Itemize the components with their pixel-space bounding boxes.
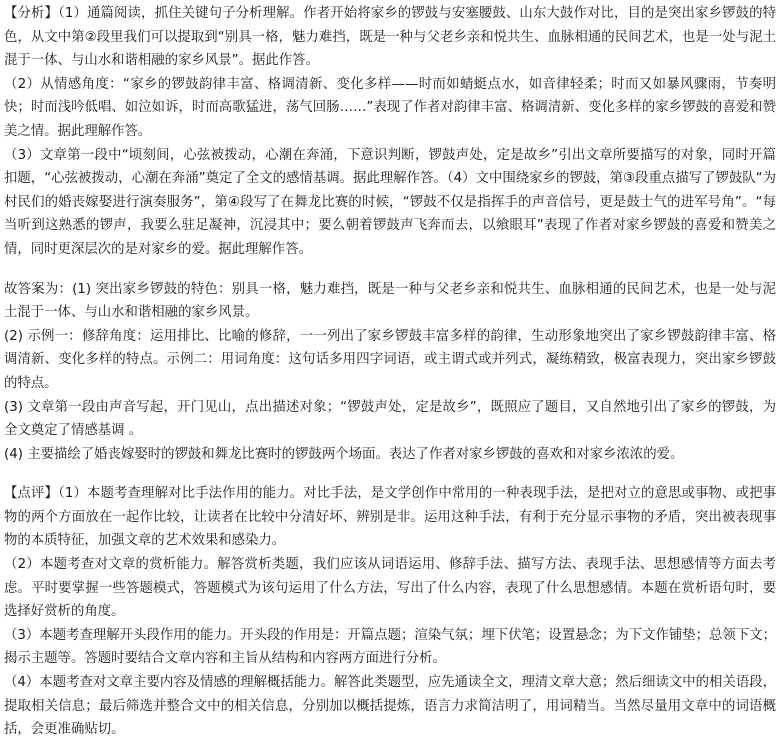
comment-section — [4, 482, 776, 742]
comment-paragraph-1: 【点评】（1）本题考查理解对比手法作用的能力。对比手法，是文学创作中常用的一种表现手法，是把对立的意思或事物、或把事物的两个方面放在一起作比较，让读者在比较中分清好坏、辨别是非。运用这种手法，有利于充分显示事物的矛盾，突出被表现事物的本质特征，加强文章的艺术效果和感染力。 — [4, 486, 776, 549]
analysis-paragraph-2: （2）从情感角度：“家乡的锣鼓韵律丰富、格调清新、变化多样——时而如蜻蜓点水，如音律轻柔；时而又如暴风骤雨，节奏明快；时而浅吟低唱、如泣如诉，时而高歌猛进，荡气回肠……”表现了作者对韵律丰富、格调清新、变化多样的家乡锣鼓的喜爱和赞美之情。据此理解作答。 — [4, 76, 776, 139]
answer-paragraph-2: (2) 示例一：修辞角度：运用排比、比喻的修辞，一一列出了家乡锣鼓丰富多样的韵律，生动形象地突出了家乡锣鼓韵律丰富、格调清新、变化多样的特点。示例二：用词角度：这句话多用四字词语，或主谓式或并列式，凝练精致，极富表现力，突出家乡锣鼓的特点。 — [4, 328, 776, 391]
comment-paragraph-2: （2）本题考查对文章的赏析能力。解答赏析类题，我们应该从词语运用、修辞手法、描写方法、表现手法、思想感情等方面去考虑。平时要掌握一些答题模式，答题模式为该句运用了什么方法，写出了什么内容，表现了什么思想感情。本题在赏析语句时，要选择好赏析的角度。 — [4, 557, 776, 620]
answer-paragraph-3: (3) 文章第一段由声音写起，开门见山，点出描述对象；“锣鼓声处，定是故乡”，既照应了题目，又自然地引出了家乡的锣鼓，为全文奠定了情感基调 。 — [4, 399, 776, 439]
comment-paragraph-4: （4）本题考查对文章主要内容及情感的理解概括能力。解答此类题型，应先通读全文，理清文章大意；然后细读文中的相关语段，提取相关信息；最后筛选并整合文中的相关信息，分别加以概括提炼，语言力求简洁明了，用词精当。当然尽量用文章中的词语概括，会更准确贴切。 — [4, 675, 776, 738]
answer-paragraph-1: 故答案为：(1) 突出家乡锣鼓的特色：别具一格，魅力难挡，既是一种与父老乡亲和悦共生、血脉相通的民间艺术，也是一处与泥土混于一体、与山水和谐相融的家乡风景。 — [4, 281, 776, 321]
analysis-paragraph-1: 【分析】（1）通篇阅读，抓住关键句子分析理解。作者开始将家乡的锣鼓与安塞腰鼓、山东大鼓作对比，目的是突出家乡锣鼓的特色，从文中第②段里我们可以提取到“别具一格，魅力难挡，既是一种与父老乡亲和悦共生、血脉相通的民间艺术，也是一处与泥土混于一体、与山水和谐相融的家乡风景”。据此作答。 — [4, 6, 776, 69]
answer-paragraph-4: (4) 主要描绘了婚丧嫁娶时的锣鼓和舞龙比赛时的锣鼓两个场面。表达了作者对家乡锣鼓的喜欢和对家乡浓浓的爱。 — [4, 446, 684, 462]
analysis-paragraph-3: （3）文章第一段中“顷刻间，心弦被拨动，心潮在奔涌，下意识判断，锣鼓声处，定是故乡”引出文章所要描写的对象，同时开篇扣题，“心弦被拨动，心潮在奔涌”奠定了全文的感情基调。据此理解作答。（4）文中围绕家乡的锣鼓，第③段重点描写了锣鼓队“为村民们的婚丧嫁娶进行演奏服务”，第④段写了在舞龙比赛的时候，“锣鼓不仅是指挥手的声音信号，更是鼓士气的进军号角”。“每当听到这熟悉的锣声，我要么驻足凝神，沉浸其中；要么朝着锣鼓声飞奔而去，以飨眼耳”表现了作者对家乡锣鼓的喜爱和赞美之情，同时更深层次的是对家乡的爱。据此理解作答。 — [4, 147, 776, 257]
comment-paragraph-3: （3）本题考查理解开头段作用的能力。开头段的作用是：开篇点题；渲染气氛；埋下伏笔；设置悬念；为下文作铺垫；总领下文；揭示主题等。答题时要结合文章内容和主旨从结构和内容两方面进行分析。 — [4, 627, 776, 667]
analysis-section — [4, 2, 776, 262]
answer-section — [4, 278, 776, 467]
